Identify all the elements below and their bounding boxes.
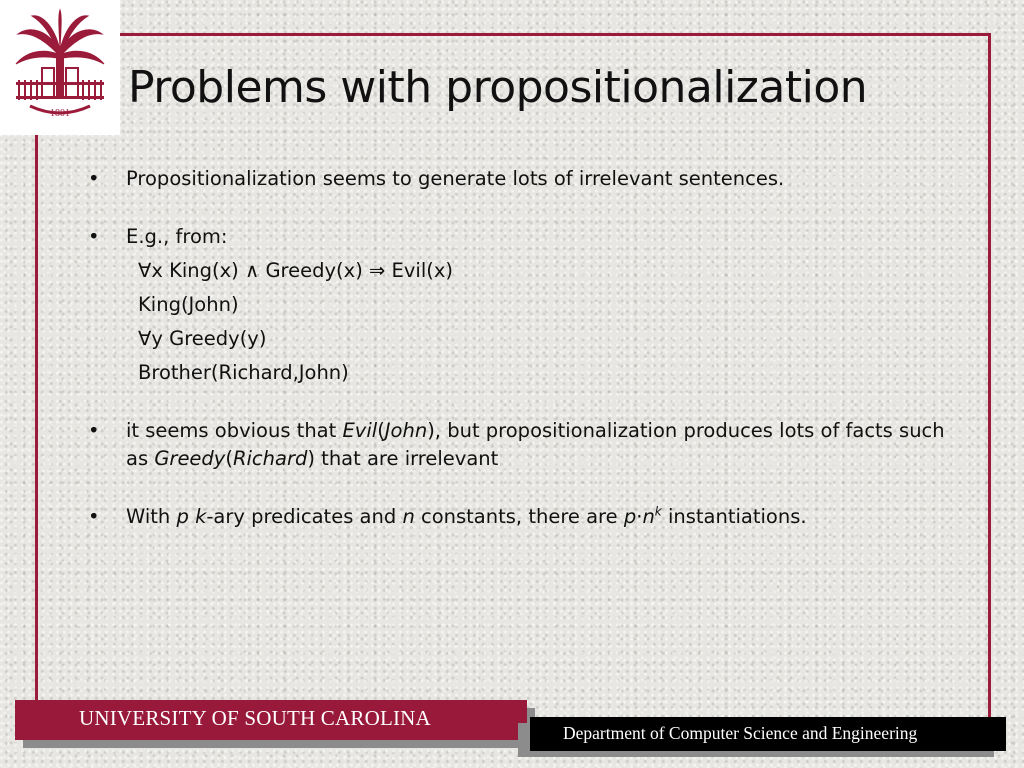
italic-term: n [402,505,415,528]
university-name: UNIVERSITY OF SOUTH CAROLINA [79,706,431,730]
formula-line: King(John) [138,293,239,316]
bullet-item [88,165,968,193]
text-run: With [126,505,177,528]
bullet-dot: • [88,225,100,248]
university-logo [0,0,120,135]
italic-term: k [195,505,207,528]
bullet-dot: • [88,419,100,442]
text-run: it seems obvious that [126,419,343,442]
formula-line: ∀x King(x) ∧ Greedy(x) ⇒ Evil(x) [138,259,453,282]
text-run: instantiations. [661,505,807,528]
bullet-item [88,417,968,473]
formula-line: ∀y Greedy(y) [138,327,267,350]
bullet-item [88,503,968,531]
bullet-text [126,419,945,470]
slide-content [88,165,968,531]
italic-term: p [176,505,189,528]
italic-term: John [384,419,428,442]
italic-term: p [623,505,637,528]
palmetto-logo-icon [8,8,112,126]
superscript-term: k [654,504,662,519]
text-run: ( [225,447,233,470]
footer-university-banner [15,700,527,740]
italic-term: n [642,505,655,528]
department-name: Department of Computer Science and Engineering [563,723,918,743]
logo-year: 1801 [50,108,70,119]
italic-term: Evil [342,419,378,442]
italic-term: Richard [232,447,308,470]
bullet-text: Propositionalization seems to generate lots of irrelevant sentences. [126,167,785,190]
text-run: constants, there are [414,505,624,528]
footer-department-banner [530,717,1006,751]
slide-title: Problems with propositionalization [128,62,868,113]
text-run: ) that are irrelevant [307,447,499,470]
bullet-text [126,505,807,528]
bullet-dot: • [88,505,100,528]
text-run: · [636,505,643,528]
formula-line: Brother(Richard,John) [138,361,349,384]
text-run: ( [377,419,385,442]
bullet-text: E.g., from: [126,225,228,248]
italic-term: Greedy [154,447,226,470]
bullet-item [88,223,968,251]
text-run: ), but propositionalization produces lots of facts such as [126,419,945,470]
text-run: -ary predicates and [206,505,403,528]
bullet-dot: • [88,167,100,190]
